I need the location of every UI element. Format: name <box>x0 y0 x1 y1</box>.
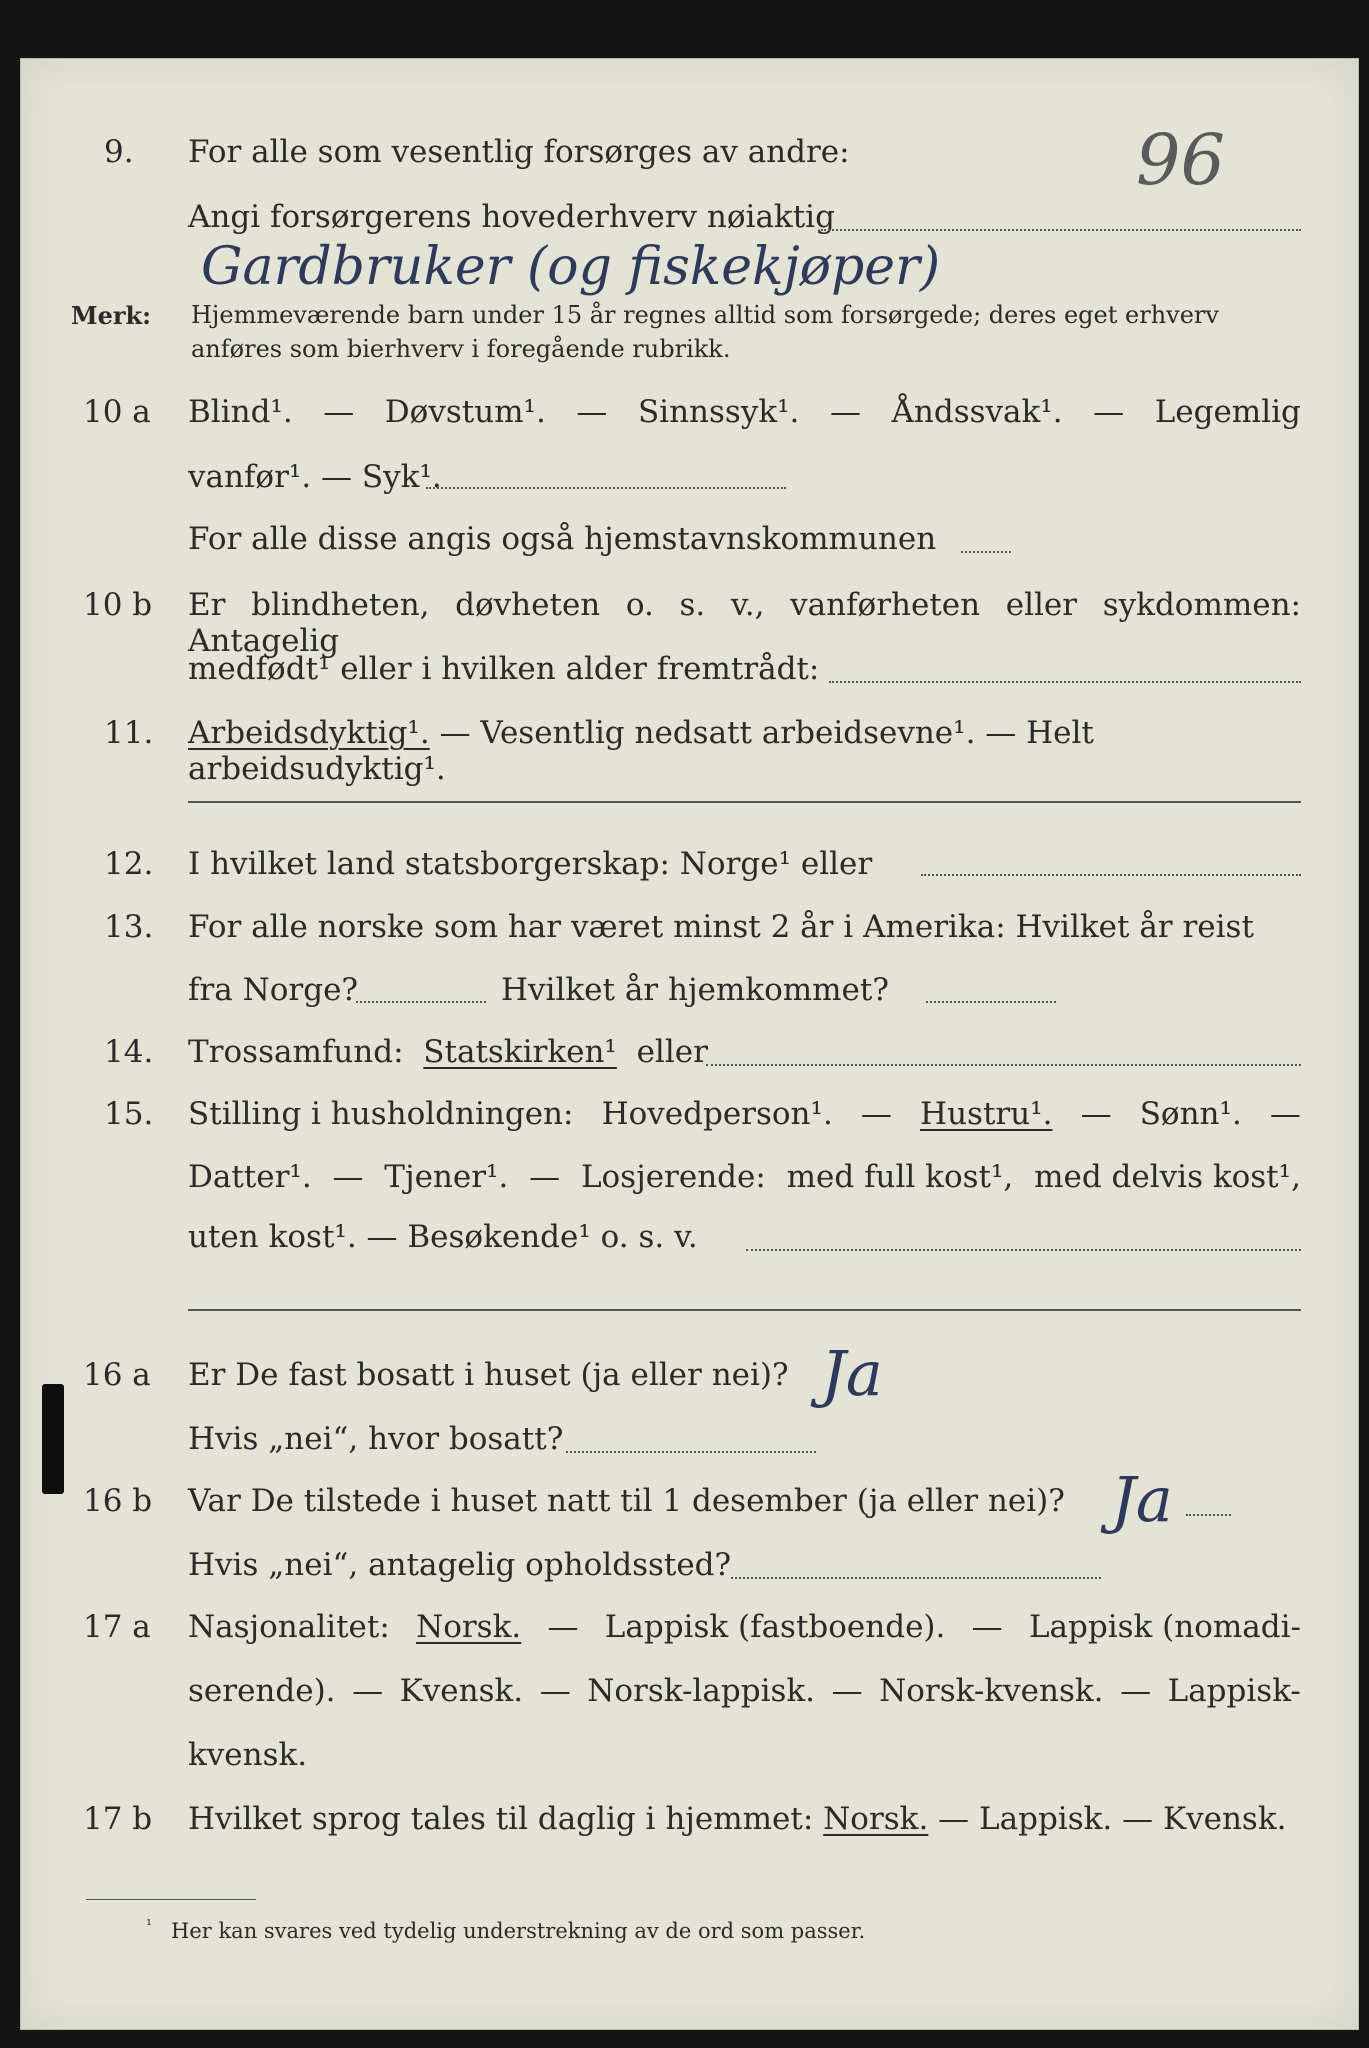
q10a-line1 <box>188 394 1301 430</box>
q11-opt-arbeidsdyktig: Arbeidsdyktig¹. <box>188 715 430 751</box>
merk-line2: anføres som bierhverv i foregående rubrikk. <box>191 335 731 363</box>
q11-number: 11. <box>104 715 154 751</box>
dash: — <box>323 394 355 430</box>
opt-norsk-kvensk: Norsk-kvensk. <box>879 1673 1104 1709</box>
q9-line1: For alle som vesentlig forsørges av andre: <box>188 134 850 170</box>
q16a-answer-handwritten: Ja <box>821 1337 883 1410</box>
dash: — <box>529 1159 561 1195</box>
q15-line1 <box>188 1096 1301 1132</box>
q14-text <box>188 1034 708 1070</box>
dash: — <box>539 1673 571 1709</box>
q9-answer-handwritten: Gardbruker (og fiskekjøper) <box>201 237 941 297</box>
q17a-line2 <box>188 1673 1301 1709</box>
dash: — <box>831 1673 863 1709</box>
q16b-line1: Var De tilstede i huset natt til 1 desember (ja eller nei)? <box>188 1483 1065 1519</box>
q10b-number: 10 b <box>83 587 153 623</box>
dash: — <box>1269 1096 1301 1132</box>
q16b-line2: Hvis „nei“, antagelig opholdssted? <box>188 1547 732 1583</box>
footnote-text: Her kan svares ved tydelig understrekning av de ord som passer. <box>171 1919 866 1943</box>
dash: — <box>860 1096 892 1132</box>
q11-rule <box>188 801 1301 803</box>
dash: — <box>547 1609 579 1645</box>
q10a-line2: vanfør¹. — Syk¹. <box>188 459 442 495</box>
footnote-mark: ¹ <box>146 1916 153 1934</box>
merk-label: Merk: <box>71 301 151 330</box>
q12-fill-line <box>921 874 1301 876</box>
q16b-fill-line-1 <box>1186 1514 1231 1516</box>
opt-lappisk-fastboende: Lappisk (fastboende). <box>604 1609 946 1645</box>
q14-label: Trossamfund: <box>188 1034 404 1070</box>
q10a-number: 10 a <box>83 394 151 430</box>
opt-norsk: Norsk. <box>416 1609 522 1645</box>
q13-fill-line-1 <box>356 1001 486 1003</box>
dash: — <box>576 394 608 430</box>
q10a-line3: For alle disse angis også hjemstavnskommunen <box>188 521 937 557</box>
q17b-opt-norsk: Norsk. <box>823 1801 929 1837</box>
opt-tjener: Tjener¹. <box>384 1159 509 1195</box>
opt-norsk-lappisk: Norsk-lappisk. <box>587 1673 816 1709</box>
q11-rest: — Vesentlig nedsatt arbeidsevne¹. — Helt arbeidsudyktig¹. <box>188 715 1094 787</box>
dash: — <box>352 1673 384 1709</box>
dash: — <box>332 1159 364 1195</box>
opt-blind: Blind¹. <box>188 394 293 430</box>
q15-label: Stilling i husholdningen: <box>188 1096 574 1132</box>
q13-line2a: fra Norge? <box>188 972 359 1008</box>
q17a-line3: kvensk. <box>188 1737 308 1773</box>
q10b-fill-line <box>829 681 1301 683</box>
q17b-label: Hvilket sprog tales til daglig i hjemmet: <box>188 1801 814 1837</box>
opt-legemlig: Legemlig <box>1154 394 1301 430</box>
q10b-line1: Er blindheten, døvheten o. s. v., vanførheten eller sykdommen: Antagelig <box>188 587 1301 659</box>
q16a-number: 16 a <box>83 1357 151 1393</box>
q17a-line1 <box>188 1609 1301 1645</box>
q16a-line2: Hvis „nei“, hvor bosatt? <box>188 1421 564 1457</box>
q9-number: 9. <box>104 134 134 170</box>
q15-line2 <box>188 1159 1301 1195</box>
q16a-line1: Er De fast bosatt i huset (ja eller nei)? <box>188 1357 789 1393</box>
opt-hustru: Hustru¹. <box>920 1096 1053 1132</box>
opt-full-kost: med full kost¹, <box>786 1159 1014 1195</box>
opt-kvensk: Kvensk. <box>399 1673 524 1709</box>
census-form-page <box>20 58 1359 2030</box>
q15-fill-line <box>746 1249 1301 1251</box>
opt-delvis-kost: med delvis kost¹, <box>1034 1159 1301 1195</box>
q14-opt-statskirken: Statskirken¹ <box>423 1034 617 1070</box>
q13-fill-line-2 <box>926 1001 1056 1003</box>
opt-sonn: Sønn¹. <box>1139 1096 1242 1132</box>
dash: — <box>1093 394 1125 430</box>
opt-sinnssyk: Sinnssyk¹. <box>637 394 800 430</box>
q17a-number: 17 a <box>83 1609 151 1645</box>
opt-losjerende: Losjerende: <box>580 1159 766 1195</box>
q16b-answer-handwritten: Ja <box>1111 1463 1173 1536</box>
q17b-text <box>188 1801 1286 1837</box>
opt-andssvak: Åndssvak¹. <box>891 394 1063 430</box>
q15-line3: uten kost¹. — Besøkende¹ o. s. v. <box>188 1219 698 1255</box>
q11-text <box>188 715 1358 787</box>
q10a-fill-line-2 <box>961 551 1011 553</box>
q12-text: I hvilket land statsborgerskap: Norge¹ eller <box>188 846 873 882</box>
opt-dovstum: Døvstum¹. <box>384 394 546 430</box>
q17a-label: Nasjonalitet: <box>188 1609 390 1645</box>
q16b-number: 16 b <box>83 1483 153 1519</box>
dash: — <box>971 1609 1003 1645</box>
q15-rule <box>188 1309 1301 1311</box>
dash: — <box>829 394 861 430</box>
dash: — <box>1120 1673 1152 1709</box>
q10a-fill-line <box>426 487 786 489</box>
opt-lappisk-kvensk: Lappisk- <box>1167 1673 1301 1709</box>
q13-number: 13. <box>104 909 154 945</box>
q16a-fill-line <box>566 1451 816 1453</box>
q17b-rest: — Lappisk. — Kvensk. <box>938 1801 1287 1837</box>
q9-line2: Angi forsørgerens hovederhverv nøiaktig <box>188 199 835 235</box>
dash: — <box>1080 1096 1112 1132</box>
binding-tab <box>42 1384 64 1494</box>
opt-datter: Datter¹. <box>188 1159 312 1195</box>
q12-number: 12. <box>104 846 154 882</box>
q16b-fill-line-2 <box>731 1577 1101 1579</box>
merk-line1: Hjemmeværende barn under 15 år regnes alltid som forsørgede; deres eget erhverv <box>191 301 1219 329</box>
q14-number: 14. <box>104 1034 154 1070</box>
q17b-number: 17 b <box>83 1801 153 1837</box>
q9-fill-line <box>821 229 1301 231</box>
page-number-handwritten: 96 <box>1136 119 1226 201</box>
footnote-rule <box>86 1899 256 1900</box>
q10b-line2: medfødt¹ eller i hvilken alder fremtrådt: <box>188 651 820 687</box>
q14-fill-line <box>706 1064 1301 1066</box>
opt-lappisk-nomadiserende: Lappisk (nomadi- <box>1028 1609 1301 1645</box>
q13-line2b: Hvilket år hjemkommet? <box>501 972 889 1008</box>
q15-number: 15. <box>104 1096 154 1132</box>
q14-rest: eller <box>636 1034 708 1070</box>
q13-line1: For alle norske som har været minst 2 år i Amerika: Hvilket år reist <box>188 909 1254 945</box>
q17a-cont: serende). <box>188 1673 336 1709</box>
opt-hovedperson: Hovedperson¹. <box>601 1096 833 1132</box>
